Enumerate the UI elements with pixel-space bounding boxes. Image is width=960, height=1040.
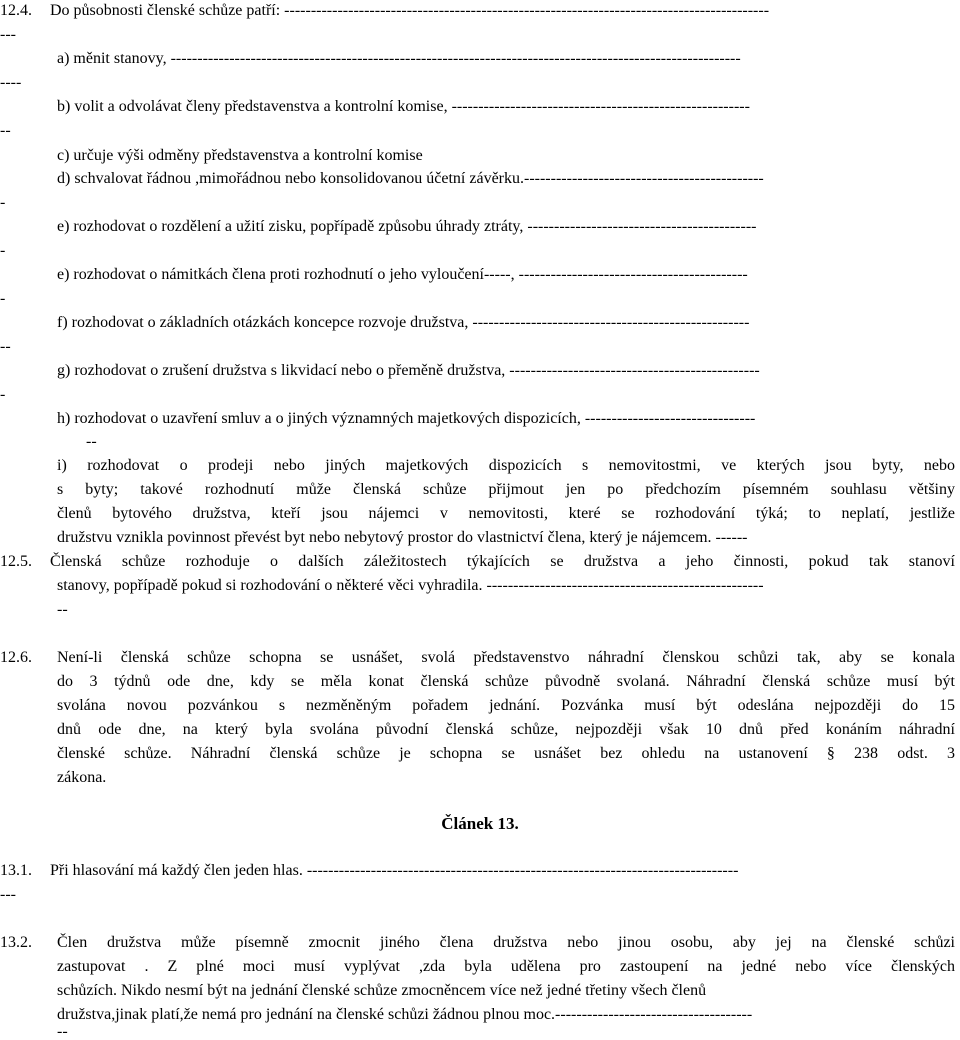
list-item-text: d) schvalovat řádnou ,mimořádnou nebo konsolidovanou účetní závěrku.--------------------------------------------- [57, 170, 764, 187]
list-item [0, 48, 960, 70]
list-item [0, 96, 960, 118]
list-item-text: g) rozhodovat o zrušení družstva s likvidací nebo o přeměně družstva, ----------------------------------------------- [57, 362, 760, 379]
dash-fragment: ---- [0, 74, 22, 91]
section-number: 12.6. [0, 649, 32, 666]
text-line: dnů ode dne, na který byla svolána původní členská schůze, nejpozději však 10 dnů před konáním náhradní [57, 721, 955, 738]
dash-fragment: -- [0, 338, 11, 355]
dash-fragment: -- [86, 433, 97, 450]
section-text: Členská schůze rozhoduje o dalších záležitostech týkajících se družstva a jeho činnosti, pokud tak stanoví [50, 553, 955, 570]
list-item [0, 145, 960, 167]
list-item-text: e) rozhodovat o rozdělení a užití zisku, popřípadě způsobu úhrady ztráty, ------------------------------------------- [57, 218, 757, 235]
section-text: Není-li členská schůze schopna se usnášet, svolá představenstvo náhradní členskou schůzi tak, aby se konala [57, 649, 955, 666]
text-line [0, 932, 960, 954]
list-item [0, 264, 960, 286]
section-text: Při hlasování má každý člen jeden hlas. --------------------------------------------------------------------------------- [50, 862, 739, 879]
dash-fragment: -- [0, 122, 11, 139]
dash-fragment: - [0, 290, 6, 307]
list-item [0, 360, 960, 382]
text-line: družstvu vznikla povinnost převést byt nebo nebytový prostor do vlastnictví člena, který je nájemcem. ------ [57, 529, 748, 546]
text-line: zákona. [57, 769, 107, 786]
article-title: Článek 13. [441, 814, 519, 833]
text-line: členů bytového družstva, kteří jsou nájemci v nemovitosti, které se rozhodování týká; to neplatí, jestliže [57, 505, 955, 522]
list-item-text: f) rozhodovat o základních otázkách koncepce rozvoje družstva, ---------------------------------------------------- [57, 314, 750, 331]
dash-fragment: - [0, 242, 6, 259]
list-item [0, 216, 960, 238]
section-number: 12.5. [0, 553, 32, 570]
dash-fragment: - [0, 194, 6, 211]
dash-fragment: - [0, 386, 6, 403]
list-item [0, 408, 960, 430]
text-line: svolána novou pozvánkou s nezměněným pořadem jednání. Pozvánka musí být odeslána nejpozději do 15 [57, 697, 955, 714]
list-item-text: a) měnit stanovy, ----------------------------------------------------------------------------------------------------------- [57, 50, 741, 67]
list-item-text: i) rozhodovat o prodeji nebo jiných majetkových dispozicích s nemovitostmi, ve kterých jsou byty, nebo [57, 457, 955, 474]
text-line: družstva,jinak platí,že nemá pro jednání na členské schůzi žádnou plnou moc.------------------------------------- [57, 1006, 753, 1023]
text-line: s byty; takové rozhodnutí může členská schůze přijmout jen po předchozím písemném souhlasu většiny [57, 481, 955, 498]
dash-fragment: -- [57, 1024, 68, 1040]
list-item [0, 168, 960, 190]
list-item [0, 455, 960, 477]
text-line [0, 860, 960, 882]
section-text: Do působnosti členské schůze patří: ------------------------------------------------------------------------------------------- [50, 2, 770, 19]
list-item [0, 312, 960, 334]
text-line: členské schůze. Náhradní členská schůze je schopna se usnášet bez ohledu na ustanovení § 238 odst. 3 [57, 745, 955, 762]
section-number: 13.2. [0, 934, 32, 951]
text-line: do 3 týdnů ode dne, kdy se měla konat členská schůze původně svolaná. Náhradní členská schůze musí být [57, 673, 955, 690]
list-item-text: b) volit a odvolávat členy představenstva a kontrolní komise, -------------------------------------------------------- [57, 98, 750, 115]
section-number: 12.4. [0, 2, 32, 19]
list-item-text: c) určuje výši odměny představenstva a kontrolní komise [57, 147, 423, 164]
section-number: 13.1. [0, 862, 32, 879]
dash-fragment: -- [57, 601, 68, 618]
text-line: zastupovat . Z plné moci musí vyplývat ,zda byla udělena pro zastoupení na jedné nebo více členských [57, 958, 955, 975]
text-line [0, 0, 960, 22]
list-item-text: h) rozhodovat o uzavření smluv a o jiných významných majetkových dispozicích, -------------------------------- [57, 410, 756, 427]
text-line: schůzích. Nikdo nesmí být na jednání členské schůze zmocněncem více než jedné třetiny všech členů [57, 982, 707, 999]
list-item-text: e) rozhodovat o námitkách člena proti rozhodnutí o jeho vyloučení-----, ------------------------------------------- [57, 266, 748, 283]
text-line [0, 647, 960, 669]
section-text: Člen družstva může písemně zmocnit jiného člena družstva nebo jinou osobu, aby jej na členské schůzi [57, 934, 955, 951]
text-line: stanovy, popřípadě pokud si rozhodování o některé věci vyhradila. ---------------------------------------------------- [57, 577, 764, 594]
dash-fragment: --- [0, 886, 16, 903]
dash-fragment: --- [0, 26, 16, 43]
text-line [0, 551, 960, 573]
